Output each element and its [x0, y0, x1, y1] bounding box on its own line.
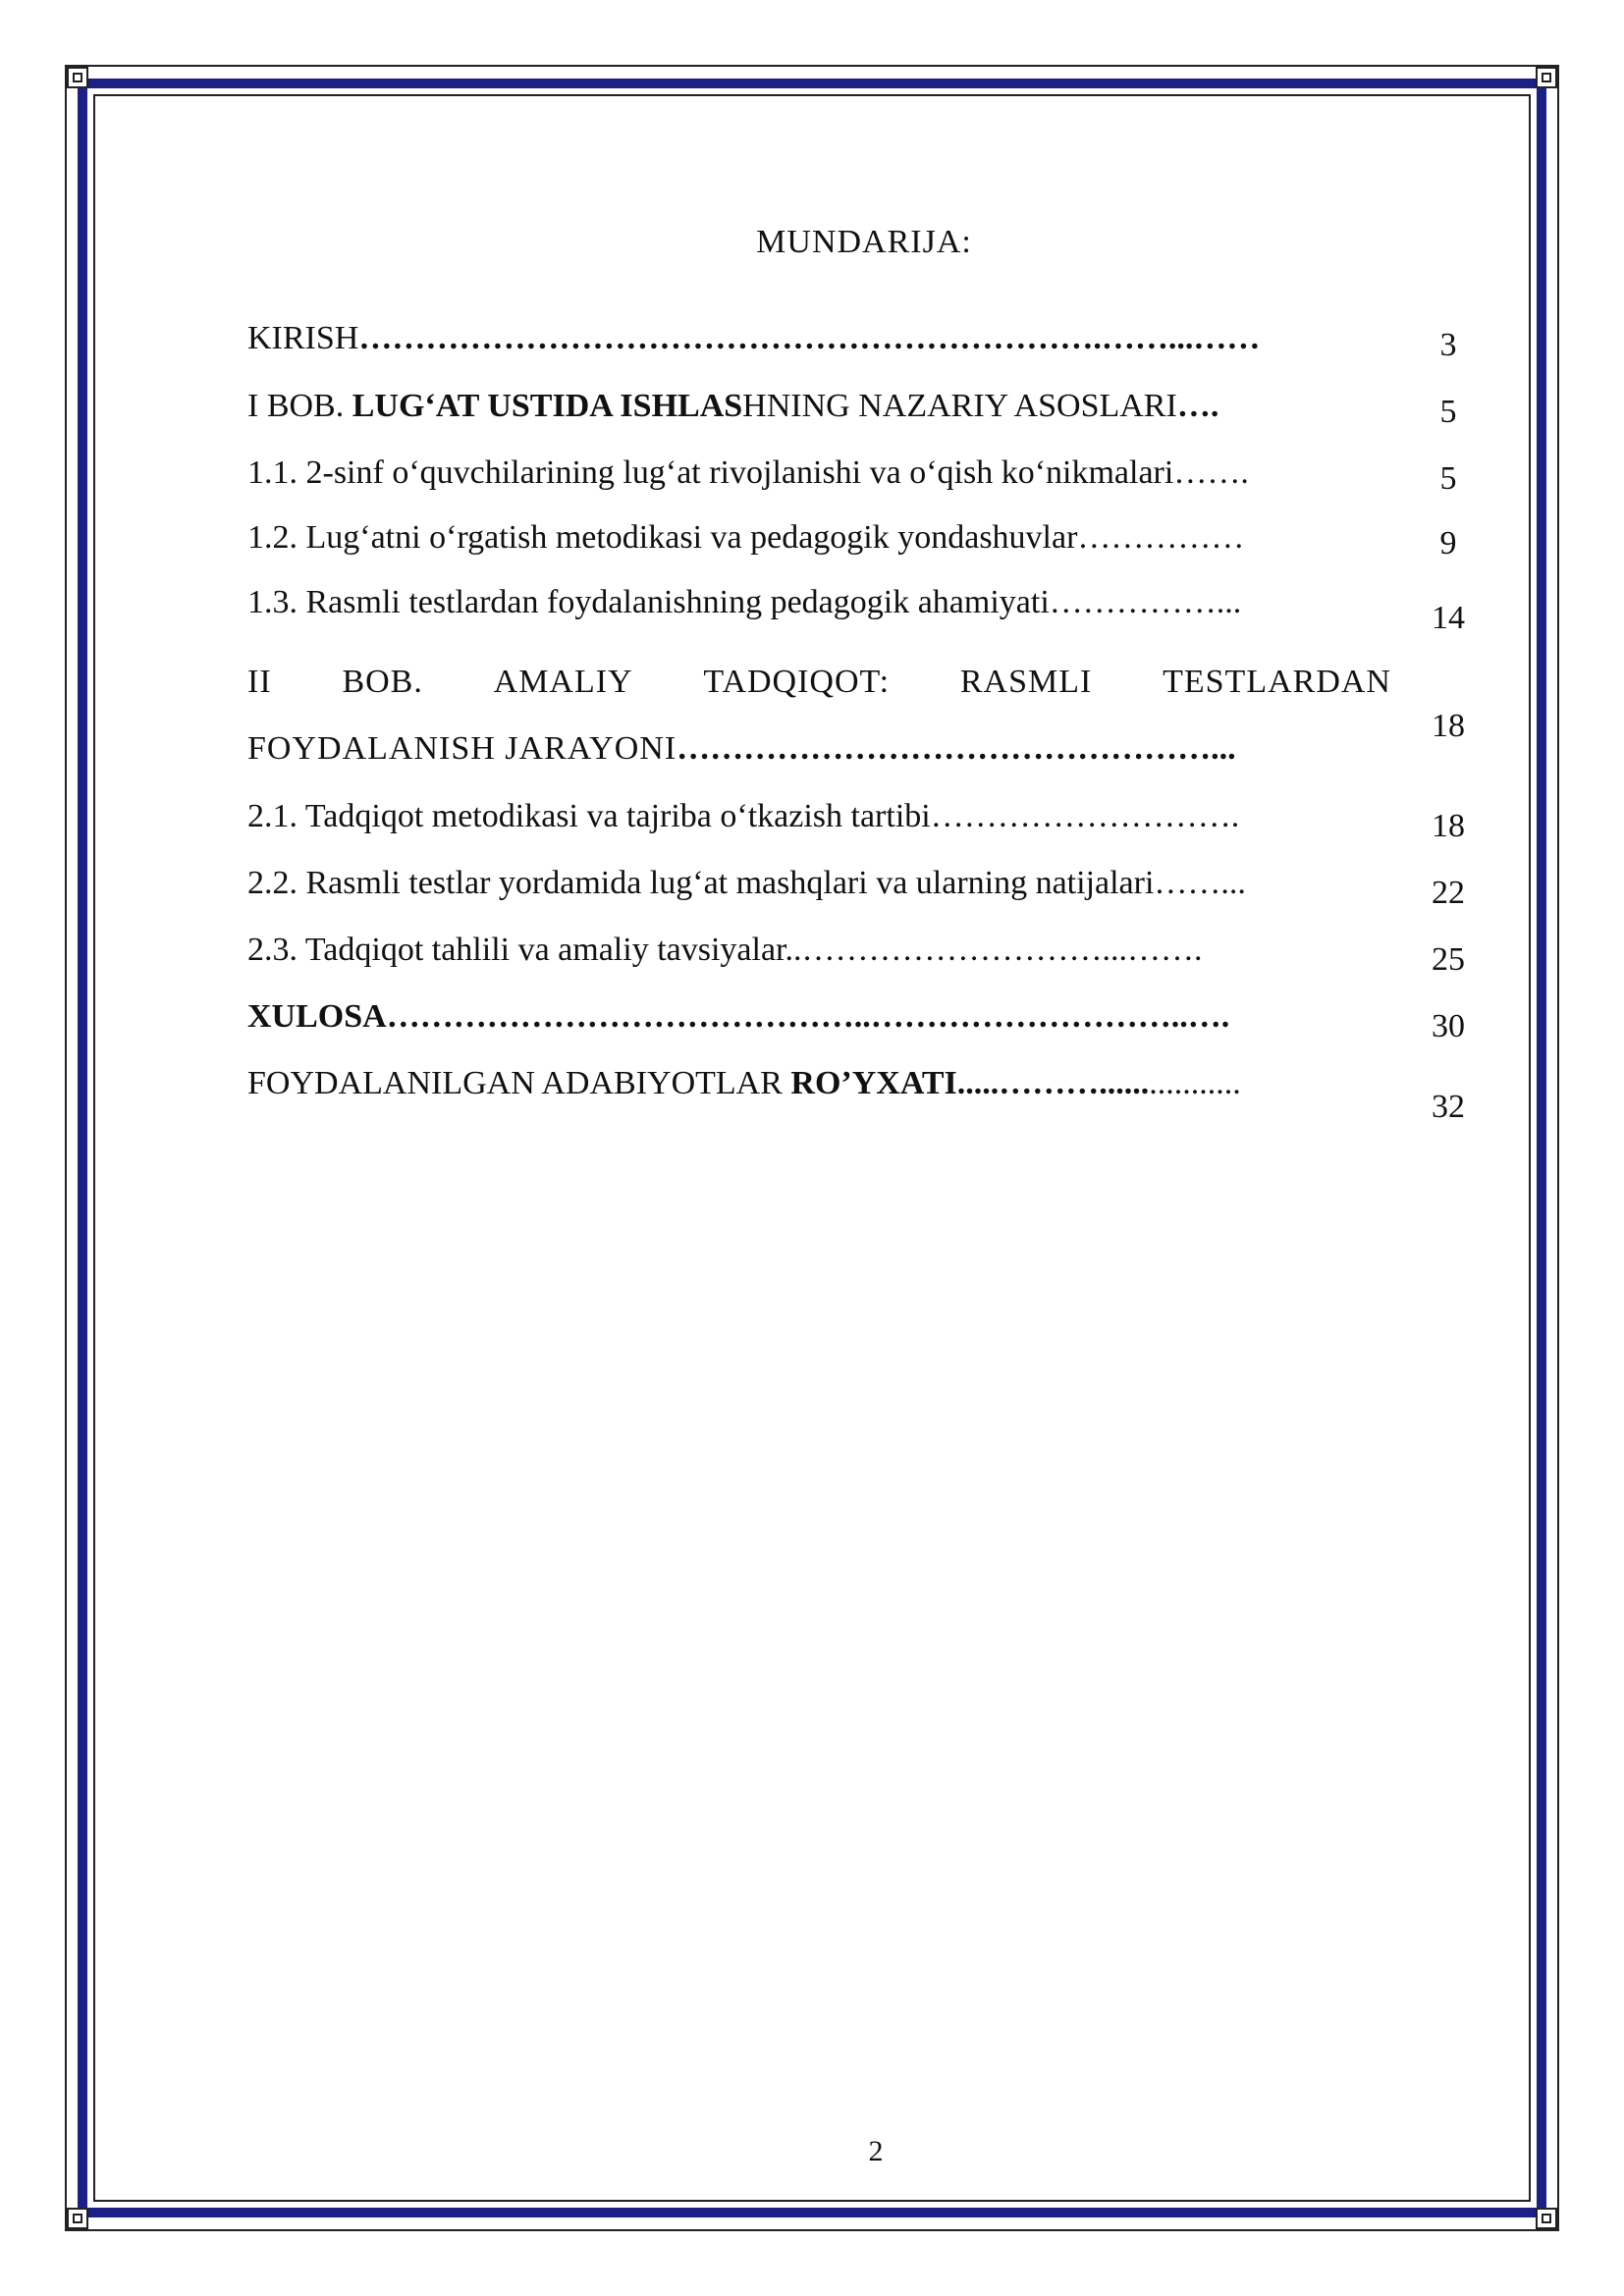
page-title: MUNDARIJA:	[756, 224, 972, 260]
toc-leader-dots: ……………...	[1049, 584, 1242, 620]
toc-entry-bob-2[interactable]	[247, 661, 1391, 771]
toc-entry-2-2[interactable]	[247, 862, 1391, 905]
toc-word: RASMLI	[959, 664, 1093, 700]
toc-entry-2-3[interactable]	[247, 929, 1391, 972]
toc-entry-xulosa[interactable]	[247, 995, 1391, 1039]
toc-entry-label-bold: RO’YXATI	[790, 1065, 957, 1101]
frame-corner-ornament	[67, 67, 88, 88]
toc-leader-dots: .....………......	[956, 1065, 1150, 1101]
toc-entry-prefix: I BOB.	[247, 388, 352, 424]
toc-entry-label: 1.2. Lug‘atni o‘rgatish metodikasi va pedagogik yondashuvlar	[247, 519, 1078, 556]
toc-entry-label: XULOSA	[247, 998, 387, 1035]
toc-word: TESTLARDAN	[1163, 664, 1391, 700]
toc-entry-label: 1.3. Rasmli testlardan foydalanishning pedagogik ahamiyati	[247, 584, 1050, 620]
frame-corner-ornament	[1536, 2208, 1557, 2229]
toc-page-number: 32	[1432, 1089, 1465, 1125]
toc-page-number: 30	[1432, 1008, 1465, 1044]
toc-page-number: 22	[1432, 875, 1465, 911]
toc-entry-label: HNING NAZARIY ASOSLARI	[742, 388, 1177, 424]
toc-entry-line	[247, 727, 1391, 771]
toc-entry-label: FOYDALANISH JARAYONI	[247, 730, 677, 767]
toc-entry-label: 2.3. Tadqiqot tahlili va amaliy tavsiyalar..	[247, 932, 802, 968]
toc-entry-2-1[interactable]	[247, 795, 1391, 838]
toc-page-number: 18	[1432, 808, 1465, 844]
toc-page-number: 5	[1439, 460, 1457, 497]
toc-entry-label-bold: LUG‘AT USTIDA ISHLAS	[352, 388, 743, 424]
toc-page-number: 5	[1439, 394, 1457, 430]
toc-entry-line-justified	[247, 661, 1391, 704]
toc-entry-adabiyotlar[interactable]	[247, 1062, 1391, 1105]
toc-entry-bob-1[interactable]	[247, 385, 1391, 428]
toc-entry-1-3[interactable]	[247, 581, 1391, 624]
toc-leader-dots: ….	[1176, 388, 1219, 424]
toc-leader-dots: ……………………….	[930, 798, 1240, 834]
toc-page-number: 3	[1439, 327, 1457, 363]
toc-entry-label: FOYDALANILGAN ADABIYOTLAR	[247, 1065, 791, 1101]
toc-word: TADQIQOT:	[703, 664, 891, 700]
toc-leader-dots: ……………………………………..………………………..….	[386, 998, 1230, 1035]
toc-leader-dots: …….	[1173, 454, 1249, 491]
toc-entry-kirish[interactable]	[247, 317, 1391, 360]
toc-leader-dots: ……...	[1154, 865, 1246, 901]
page-footer-number: 2	[868, 2135, 884, 2167]
toc-leader-dots: ………………………...…….	[801, 932, 1203, 968]
toc-page-number: 25	[1432, 941, 1465, 978]
frame-corner-ornament	[67, 2208, 88, 2229]
toc-page-number: 14	[1432, 600, 1465, 636]
toc-page-number: 9	[1439, 525, 1457, 561]
toc-page-number: 18	[1432, 708, 1465, 744]
toc-leader-dots: ...........	[1149, 1065, 1241, 1101]
toc-entry-label: KIRISH	[247, 320, 359, 356]
toc-word: II	[247, 664, 272, 700]
toc-entry-label: 1.1. 2-sinf o‘quvchilarining lug‘at rivojlanishi va o‘qish ko‘nikmalari	[247, 454, 1174, 491]
toc-word: AMALIY	[493, 664, 633, 700]
toc-entry-1-1[interactable]	[247, 452, 1391, 495]
toc-word: BOB.	[342, 664, 423, 700]
frame-corner-ornament	[1536, 67, 1557, 88]
toc-leader-dots: …………………………………………...	[677, 730, 1236, 767]
toc-entry-1-2[interactable]	[247, 516, 1391, 560]
toc-entry-label: 2.1. Tadqiqot metodikasi va tajriba o‘tkazish tartibi	[247, 798, 931, 834]
toc-leader-dots: ……………	[1077, 519, 1245, 556]
toc-entry-label: 2.2. Rasmli testlar yordamida lug‘at mashqlari va ularning natijalari	[247, 865, 1155, 901]
toc-leader-dots: ………………………………………………………….……...……	[358, 320, 1261, 356]
